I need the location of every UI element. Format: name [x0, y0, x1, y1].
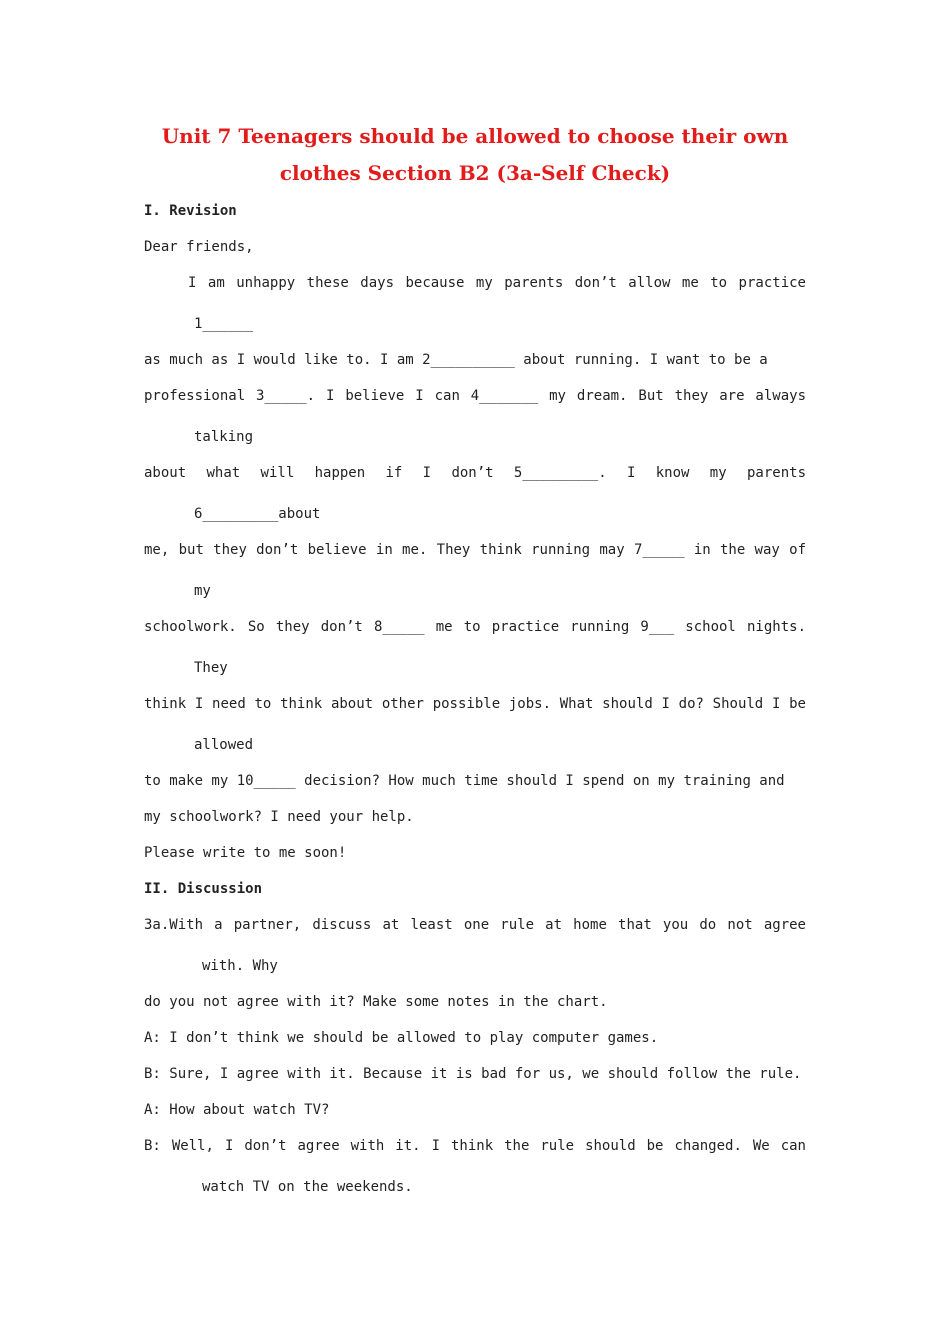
- letter-line: talking: [194, 429, 254, 445]
- letter-line: schoolwork. So they don’t 8_____ me to practice running 9___ school nights.: [144, 619, 806, 635]
- dialogue-line: B: Sure, I agree with it. Because it is bad for us, we should follow the rule.: [144, 1066, 802, 1082]
- letter-line: me, but they don’t believe in me. They think running may 7_____ in the way of: [144, 542, 806, 558]
- dialogue-line: watch TV on the weekends.: [202, 1179, 413, 1195]
- letter-line: They: [194, 660, 228, 676]
- letter-closing: Please write to me soon!: [144, 845, 347, 861]
- exercise-instruction: 3a.With a partner, discuss at least one rule at home that you do not agree: [144, 917, 806, 933]
- dialogue-line: B: Well, I don’t agree with it. I think the rule should be changed. We can: [144, 1138, 806, 1154]
- letter-line: to make my 10_____ decision? How much time should I spend on my training and: [144, 773, 785, 789]
- letter-line: 1______: [194, 316, 254, 332]
- letter-line: professional 3_____. I believe I can 4_______ my dream. But they are always: [144, 388, 806, 404]
- section-heading-revision: I. Revision: [144, 203, 237, 219]
- letter-line: 6_________about: [194, 506, 321, 522]
- exercise-instruction: with. Why: [202, 958, 278, 974]
- title-line-2: clothes Section B2 (3a-Self Check): [279, 161, 671, 185]
- dialogue-line: A: I don’t think we should be allowed to play computer games.: [144, 1030, 659, 1046]
- exercise-instruction: do you not agree with it? Make some notes in the chart.: [144, 994, 608, 1010]
- letter-line: about what will happen if I don’t 5_________. I know my parents: [144, 465, 806, 481]
- letter-line: allowed: [194, 737, 254, 753]
- letter-line: as much as I would like to. I am 2__________ about running. I want to be a: [144, 352, 768, 368]
- letter-line: my schoolwork? I need your help.: [144, 809, 414, 825]
- letter-line: think I need to think about other possible jobs. What should I do? Should I be: [144, 696, 806, 712]
- letter-salutation: Dear friends,: [144, 239, 254, 255]
- letter-line: I am unhappy these days because my parents don’t allow me to practice: [188, 275, 806, 291]
- letter-line: my: [194, 583, 211, 599]
- dialogue-line: A: How about watch TV?: [144, 1102, 330, 1118]
- section-heading-discussion: II. Discussion: [144, 881, 263, 897]
- title-line-1: Unit 7 Teenagers should be allowed to choose their own: [161, 124, 789, 148]
